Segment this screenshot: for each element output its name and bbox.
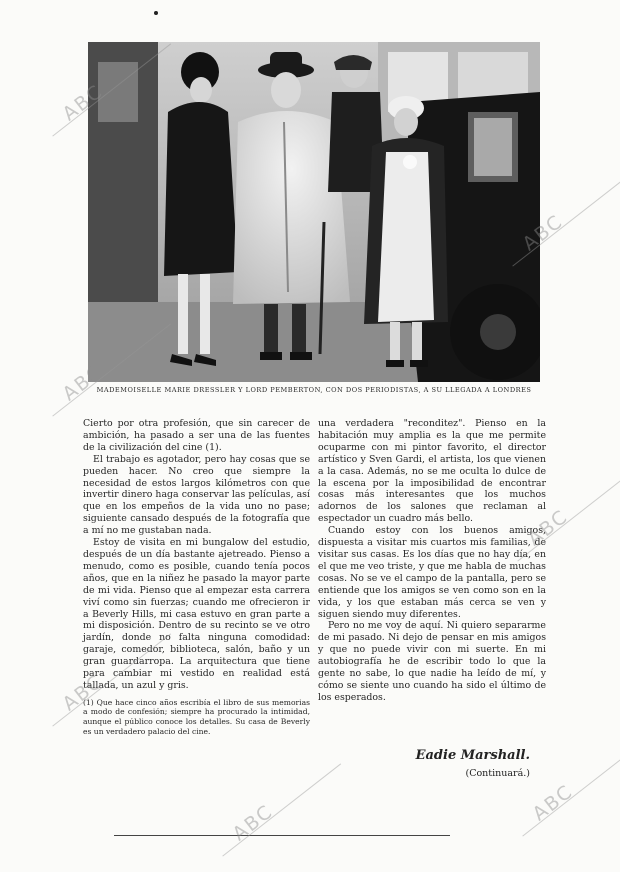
watermark xyxy=(210,748,353,872)
article-column-right xyxy=(318,418,546,704)
divider xyxy=(114,835,450,836)
watermark-text: ABC xyxy=(58,80,108,126)
photo-caption-text: MADEMOISELLE MARIE DRESSLER Y LORD PEMBERTON, CON DOS PERIODISTAS, A SU LLEGADA A LONDRES xyxy=(96,386,532,394)
watermark-text: ABC xyxy=(528,780,578,826)
photo-caption xyxy=(80,386,548,395)
paragraph: El trabajo es agotador, pero hay cosas que se pueden hacer. No creo que siempre la necesidad de estos largos kilómetros con que invertir dinero haga conservar las películas, así que en los empeños de la vida uno no pase; siguiente cansado después de la fotografía que a mí no me gustaban nada. xyxy=(83,453,310,537)
paragraph: Estoy de visita en mi bungalow del estudio, después de un día bastante ajetreado. Pienso a menudo, como es posible, cuando tenía pocos años, que en la niñez he pasado la mayor parte de mi vida. Pienso que al empezar esta carrera viví como sin fuerzas; cuando me ofrecieron ir a Beverly Hills, mi casa estuvo en gran parte a mi disposición. Dentro de su recinto se ve otro jardín, donde no falta ninguna comodidad: garaje, comedor, biblioteca, salón, baño y un gran guardarropa. La arquitectura que tiene para cambiar mi vestido en realidad está tallada, un azul y gris. xyxy=(83,537,310,691)
photograph xyxy=(88,42,540,382)
photo-illustration xyxy=(88,42,540,382)
watermark-text: ABC xyxy=(58,360,108,406)
watermark-text: ABC xyxy=(228,800,278,846)
paragraph: Cierto por otra profesión, que sin carecer de ambición, ha pasado a ser una de las fuentes de la civilización del cine (1). xyxy=(83,418,310,453)
continued-note: (Continuará.) xyxy=(465,768,530,779)
article-column-left xyxy=(83,418,310,736)
watermark xyxy=(510,728,620,852)
watermark-text: ABC xyxy=(518,210,568,256)
footnote: (1) Que hace cinco años escribía el libro de sus memorias a modo de confesión; siempre ha procurado la intimidad, aunque el público conoce los detalles. Su casa de Beverly es un verdadero palacio del cine. xyxy=(83,697,310,736)
paragraph: Pero no me voy de aquí. Ni quiero separarme de mi pasado. Ni dejo de pensar en mis amigos y que no puede vivir con mi suerte. En mi autobiografía he de escribir todo lo que la gente no sabe, lo que nadie ha leído de mí, y cómo se siente uno cuando ha sido el último de los esperados. xyxy=(318,620,546,703)
page-mark xyxy=(154,11,158,15)
author-signature: Eadie Marshall. xyxy=(415,748,530,763)
paragraph: Cuando estoy con los buenos amigos, dispuesta a visitar mis cuartos mis familias, de visitar sus casas. Es los días que no hay día, en el que me veo triste, y que me habla de muchas cosas. No se ve el campo de la pantalla, pero se entiende que los amigos se ven como son en la vida, y los que estaban más cerca se ven y siguen siendo muy diferentes. xyxy=(318,525,546,620)
watermark-text: ABC xyxy=(58,670,108,716)
paragraph: una verdadera "reconditez". Pienso en la habitación muy amplia es la que me permite ocuparme con mi pintor favorito, el director artístico y Sven Gardi, el artista, los que vienen a la casa. Además, no se me oculta lo dulce de la escena por la imposibilidad de encontrar cosas más interesantes que los muchos adornos de los salones que reclaman al espectador un cuadro más bello. xyxy=(318,418,546,525)
watermark-text: ABC xyxy=(523,505,573,551)
